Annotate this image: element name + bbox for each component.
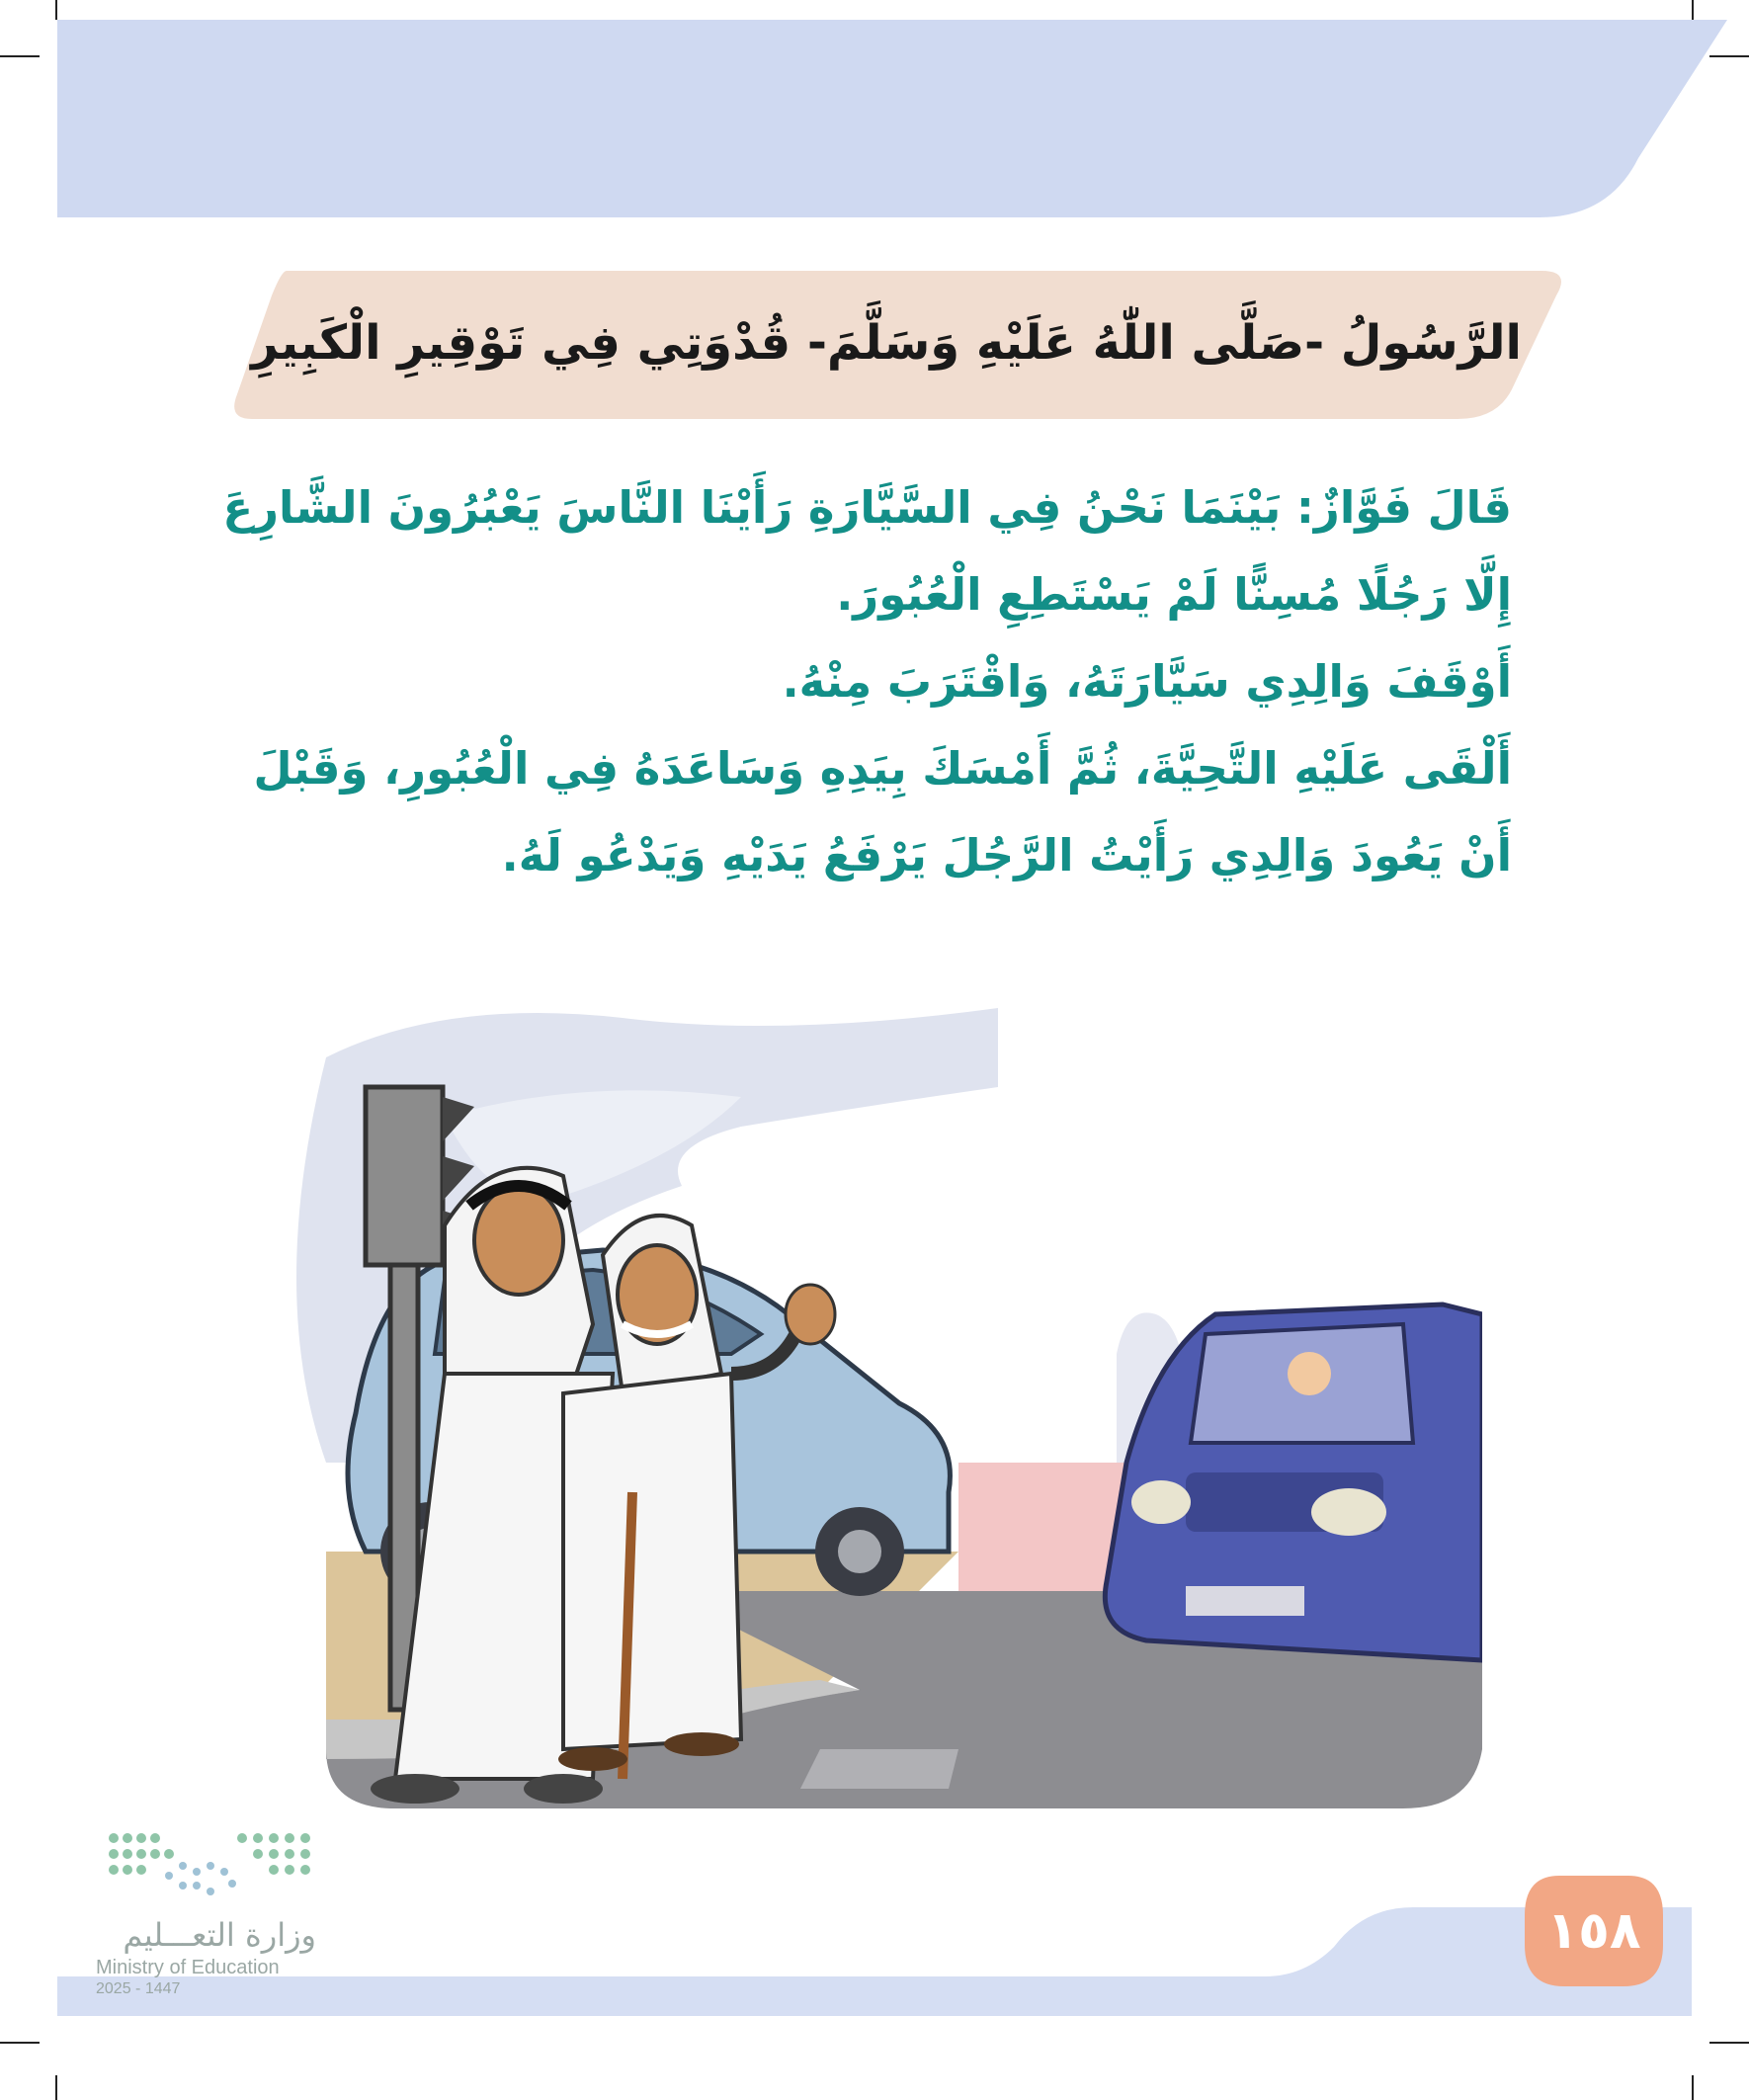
story-line: إِلَّا رَجُلًا مُسِنًّا لَمْ يَسْتَطِعِ الْعُبُورَ.	[836, 568, 1512, 621]
lesson-title: الرَّسُولُ -صَلَّى اللّٰهُ عَلَيْهِ وَسَلَّمَ- قُدْوَتِي فِي تَوْقِيرِ الْكَبِيرِ	[251, 315, 1522, 371]
story-text	[222, 464, 1512, 899]
story-line: أَنْ يَعُودَ وَالِدِي رَأَيْتُ الرَّجُلَ يَرْفَعُ يَدَيْهِ وَيَدْعُو لَهُ.	[501, 829, 1512, 882]
ministry-name-arabic: وزارة التعـــليم	[123, 1916, 316, 1954]
crop-mark	[1692, 0, 1694, 20]
crossing-illustration	[267, 998, 1482, 1808]
page-number: ١٥٨	[1546, 1901, 1641, 1961]
ministry-name-english: Ministry of Education	[96, 1957, 280, 1978]
top-decorative-band	[57, 20, 1727, 217]
crop-mark	[55, 0, 57, 20]
crop-mark	[1709, 2042, 1749, 2044]
ministry-logo-icon	[94, 1826, 316, 1915]
crop-mark	[1692, 2075, 1694, 2100]
story-line: قَالَ فَوَّازٌ: بَيْنَمَا نَحْنُ فِي السَّيَّارَةِ رَأَيْنَا النَّاسَ يَعْبُرُونَ الشَّارِعَ	[222, 481, 1512, 534]
crop-mark	[0, 2042, 40, 2044]
crop-mark	[0, 55, 40, 57]
story-line: أَلْقَى عَلَيْهِ التَّحِيَّةَ، ثُمَّ أَمْسَكَ بِيَدِهِ وَسَاعَدَهُ فِي الْعُبُورِ، وَقَبْلَ	[253, 742, 1512, 795]
edition-year: 2025 - 1447	[96, 1980, 181, 1997]
story-line: أَوْقَفَ وَالِدِي سَيَّارَتَهُ، وَاقْتَرَبَ مِنْهُ.	[782, 655, 1512, 708]
crop-mark	[55, 2075, 57, 2100]
